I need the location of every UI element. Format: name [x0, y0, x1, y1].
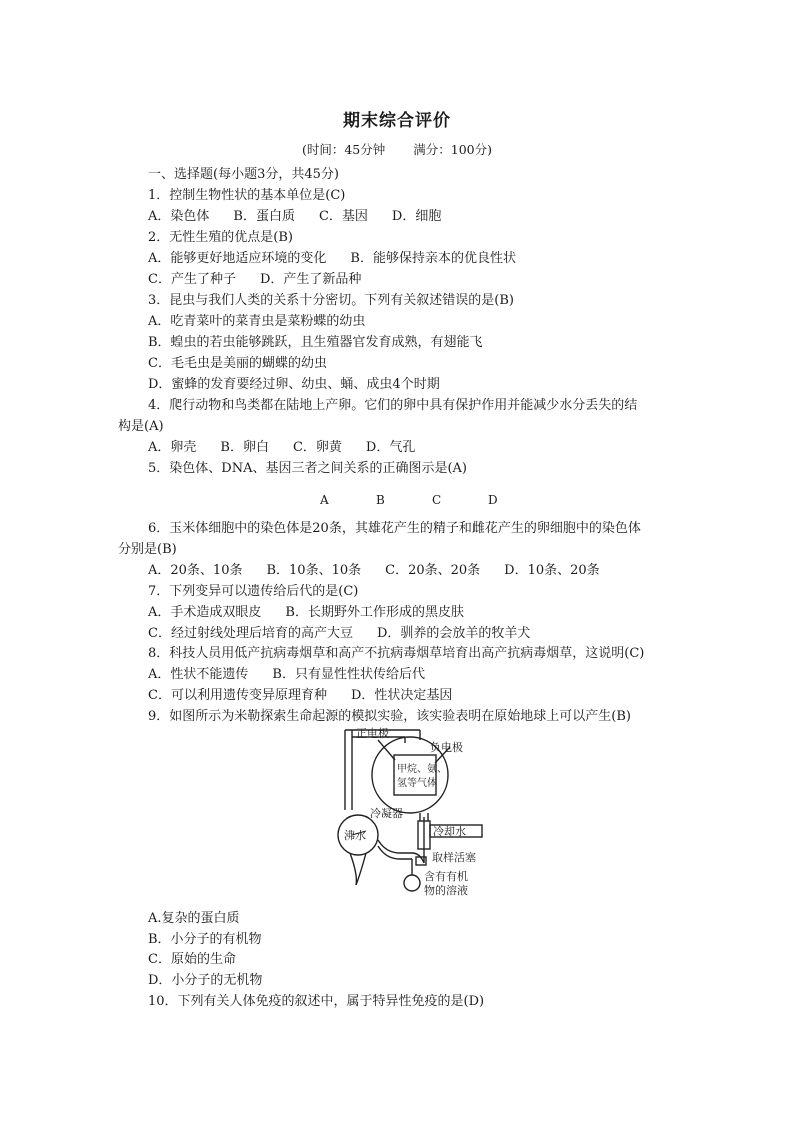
figure-label: A	[320, 493, 329, 507]
option: C．基因	[318, 209, 368, 224]
option: A．卵壳	[148, 440, 197, 455]
q9-option-b: B．小分子的有机物	[148, 932, 262, 947]
miller-experiment-diagram	[320, 725, 500, 897]
q8-options-row1	[148, 667, 449, 683]
figure-label: D	[488, 493, 498, 507]
option: B．蛋白质	[233, 209, 295, 224]
q6-stem-line2: 分别是(B)	[118, 542, 177, 557]
exam-score: 满分：100分)	[413, 142, 493, 157]
q4-stem-line2: 构是(A)	[118, 419, 164, 434]
q1-options	[148, 209, 465, 225]
q9-option-d: D．小分子的无机物	[148, 973, 263, 988]
exam-time: (时间：45分钟	[301, 142, 386, 157]
q6-stem-line1: 6．玉米体细胞中的染色体是20条，其雄花产生的精子和雌花产生的卵细胞中的染色体	[148, 521, 641, 536]
q9-option-a: A.复杂的蛋白质	[148, 911, 240, 926]
q9-stem: 9．如图所示为米勒探索生命起源的模拟实验，该实验表明在原始地球上可以产生(B)	[148, 709, 631, 724]
q6-options	[148, 563, 624, 579]
q7-options-row2	[148, 626, 554, 642]
option: B．长期野外工作形成的黑皮肤	[285, 605, 464, 620]
q4-options	[148, 440, 439, 456]
option: A．染色体	[148, 209, 210, 224]
q10-stem: 10．下列有关人体免疫的叙述中，属于特异性免疫的是(D)	[148, 994, 485, 1009]
boiling-water-label: 沸水	[344, 829, 366, 842]
option: B．只有显性性状传给后代	[272, 667, 425, 682]
q3-option-d: D．蜜蜂的发育要经过卵、幼虫、蛹、成虫4个时期	[148, 377, 440, 392]
option: C．产生了种子	[148, 272, 236, 287]
q9-option-c: C．原始的生命	[148, 952, 236, 967]
option: A．性状不能遗传	[148, 667, 249, 682]
q5-stem: 5．染色体、DNA、基因三者之间关系的正确图示是(A)	[148, 461, 467, 476]
option: B．卵白	[220, 440, 269, 455]
condenser-label: 冷凝器	[370, 807, 403, 820]
q8-stem: 8．科技人员用低产抗病毒烟草和高产不抗病毒烟草培育出高产抗病毒烟草，这说明(C)	[148, 646, 645, 661]
option: D．细胞	[391, 209, 442, 224]
q4-stem-line1: 4．爬行动物和鸟类都在陆地上产卵。它们的卵中具有保护作用并能减少水分丢失的结	[148, 398, 638, 413]
q2-options-row1	[148, 251, 540, 267]
q1-stem: 1．控制生物性状的基本单位是(C)	[148, 188, 346, 203]
q3-stem: 3．昆虫与我们人类的关系十分密切。下列有关叙述错误的是(B)	[148, 293, 514, 308]
q8-options-row2	[148, 688, 476, 704]
solution-label-2: 物的溶液	[424, 884, 468, 897]
q5-figure-labels	[320, 493, 544, 507]
neg-electrode-label: 负电极	[430, 741, 463, 754]
option: D．驯养的会放羊的牧羊犬	[376, 626, 531, 641]
option: D．产生了新品种	[259, 272, 362, 287]
option: B．能够保持亲本的优良性状	[350, 251, 516, 266]
option: D．气孔	[365, 440, 416, 455]
q3-option-a: A．吃青菜叶的菜青虫是菜粉蝶的幼虫	[148, 314, 366, 329]
figure-label: B	[376, 493, 385, 507]
cool-water-label: 冷却水	[433, 825, 466, 838]
option: C．卵黄	[292, 440, 342, 455]
gas-label-1: 甲烷、氨、	[397, 764, 447, 775]
gas-label-2: 氢等气体	[397, 778, 437, 789]
valve-label: 取样活塞	[432, 851, 476, 864]
solution-label-1: 含有有机	[424, 870, 468, 883]
q3-option-b: B．蝗虫的若虫能够跳跃，且生殖器官发育成熟，有翅能飞	[148, 335, 483, 350]
q2-stem: 2．无性生殖的优点是(B)	[148, 230, 293, 245]
q7-stem: 7．下列变异可以遗传给后代的是(C)	[148, 584, 359, 599]
option: D．10条、20条	[504, 563, 600, 578]
option: B．10条、10条	[266, 563, 362, 578]
option: A．能够更好地适应环境的变化	[148, 251, 327, 266]
q7-options-row1	[148, 605, 488, 621]
q3-option-c: C．毛毛虫是美丽的蝴蝶的幼虫	[148, 356, 327, 371]
option: C．可以利用遗传变异原理育种	[148, 688, 327, 703]
option: D．性状决定基因	[350, 688, 453, 703]
option: C．经过射线处理后培育的高产大豆	[148, 626, 353, 641]
page-title: 期末综合评价	[343, 111, 451, 131]
exam-info	[0, 140, 794, 158]
pos-electrode-label: 正电极	[356, 727, 389, 740]
q2-options-row2	[148, 272, 385, 288]
option: C．20条、20条	[385, 563, 481, 578]
option: A．手术造成双眼皮	[148, 605, 262, 620]
section-heading: 一、选择题(每小题3分，共45分)	[148, 167, 339, 182]
figure-label: C	[432, 493, 442, 507]
option: A．20条、10条	[148, 563, 243, 578]
